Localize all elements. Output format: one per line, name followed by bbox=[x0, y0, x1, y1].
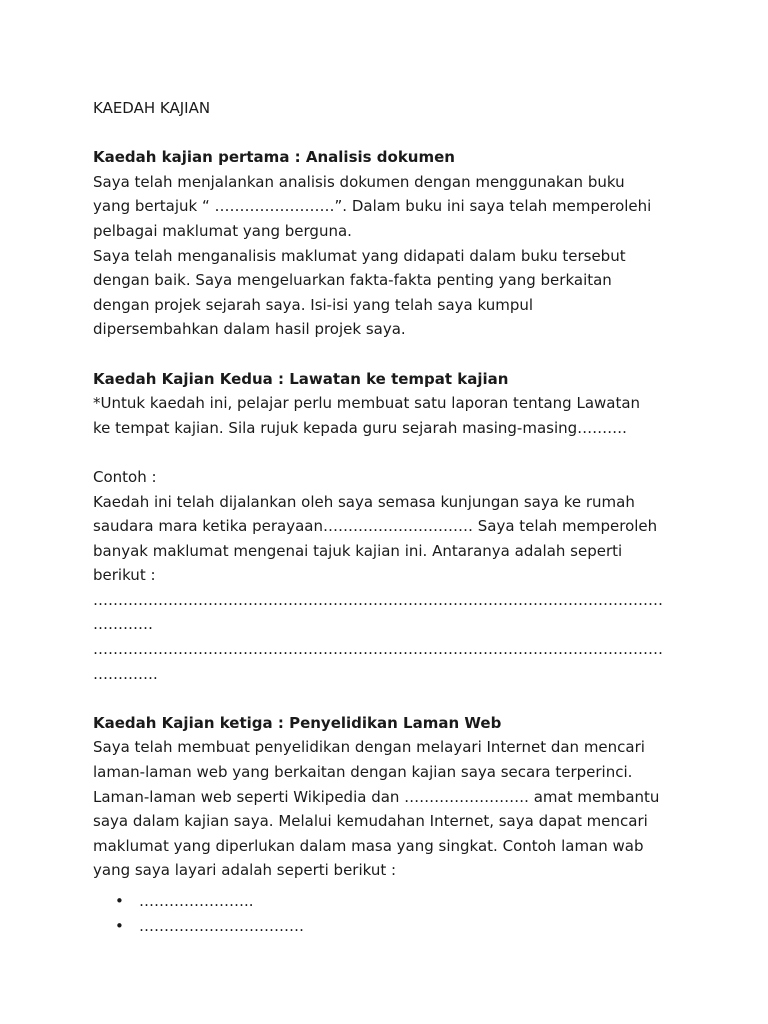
dotted-fill-line: …………. bbox=[93, 664, 158, 683]
spacer bbox=[93, 121, 693, 146]
section3-line: laman-laman web yang berkaitan dengan kajian saya secara terperinci. bbox=[93, 763, 633, 782]
list-item-text: …………………………… bbox=[139, 916, 304, 935]
document-page bbox=[93, 96, 693, 938]
section2-example-line: berikut : bbox=[93, 566, 156, 585]
bullet-icon: • bbox=[115, 892, 124, 910]
section2-example-line: saudara mara ketika perayaan………………………… Saya telah memperoleh bbox=[93, 517, 658, 536]
section2-example-line: Kaedah ini telah dijalankan oleh saya semasa kunjungan saya ke rumah bbox=[93, 492, 635, 511]
section2-note-line: *Untuk kaedah ini, pelajar perlu membuat satu laporan tentang Lawatan bbox=[93, 394, 641, 413]
section1-heading: Kaedah kajian pertama : Analisis dokumen bbox=[93, 148, 455, 167]
section1-line: pelbagai maklumat yang berguna. bbox=[93, 221, 352, 240]
section3-line: saya dalam kajian saya. Melalui kemudahan Internet, saya dapat mencari bbox=[93, 812, 648, 831]
dotted-fill-line: …………………………………………………………………………………………………… bbox=[93, 640, 663, 659]
list-item bbox=[93, 889, 693, 914]
example-label: Contoh : bbox=[93, 467, 157, 486]
spacer bbox=[93, 440, 693, 465]
section1-line: Saya telah menjalankan analisis dokumen dengan menggunakan buku bbox=[93, 172, 625, 191]
section1-line: dengan projek sejarah saya. Isi-isi yang telah saya kumpul bbox=[93, 295, 534, 314]
section1-line: dengan baik. Saya mengeluarkan fakta-fakta penting yang berkaitan bbox=[93, 271, 612, 290]
section3-line: Saya telah membuat penyelidikan dengan melayari Internet dan mencari bbox=[93, 738, 645, 757]
section3-line: yang saya layari adalah seperti berikut : bbox=[93, 861, 397, 880]
section1-line: yang bertajuk “ ……………………”. Dalam buku ini saya telah memperolehi bbox=[93, 197, 652, 216]
dotted-fill-line: …………………………………………………………………………………………………… bbox=[93, 590, 663, 609]
list-item bbox=[93, 914, 693, 939]
section2-example-line: banyak maklumat mengenai tajuk kajian ini. Antaranya adalah seperti bbox=[93, 541, 623, 560]
section1-line: dipersembahkan dalam hasil projek saya. bbox=[93, 320, 406, 339]
dotted-fill-line: ………… bbox=[93, 615, 153, 634]
section2-note-line: ke tempat kajian. Sila rujuk kepada guru sejarah masing-masing………. bbox=[93, 418, 627, 437]
spacer bbox=[93, 342, 693, 367]
section1-line: Saya telah menganalisis maklumat yang didapati dalam buku tersebut bbox=[93, 246, 626, 265]
main-title: KAEDAH KAJIAN bbox=[93, 99, 211, 117]
list-item-text: ………………….. bbox=[139, 892, 254, 910]
bullet-list bbox=[93, 889, 693, 938]
section3-line: Laman-laman web seperti Wikipedia dan ……………………. amat membantu bbox=[93, 787, 660, 806]
spacer bbox=[93, 686, 693, 711]
section3-heading: Kaedah Kajian ketiga : Penyelidikan Laman Web bbox=[93, 713, 502, 732]
bullet-icon: • bbox=[115, 916, 124, 935]
section2-heading: Kaedah Kajian Kedua : Lawatan ke tempat kajian bbox=[93, 369, 509, 388]
section3-line: maklumat yang diperlukan dalam masa yang singkat. Contoh laman wab bbox=[93, 836, 644, 855]
